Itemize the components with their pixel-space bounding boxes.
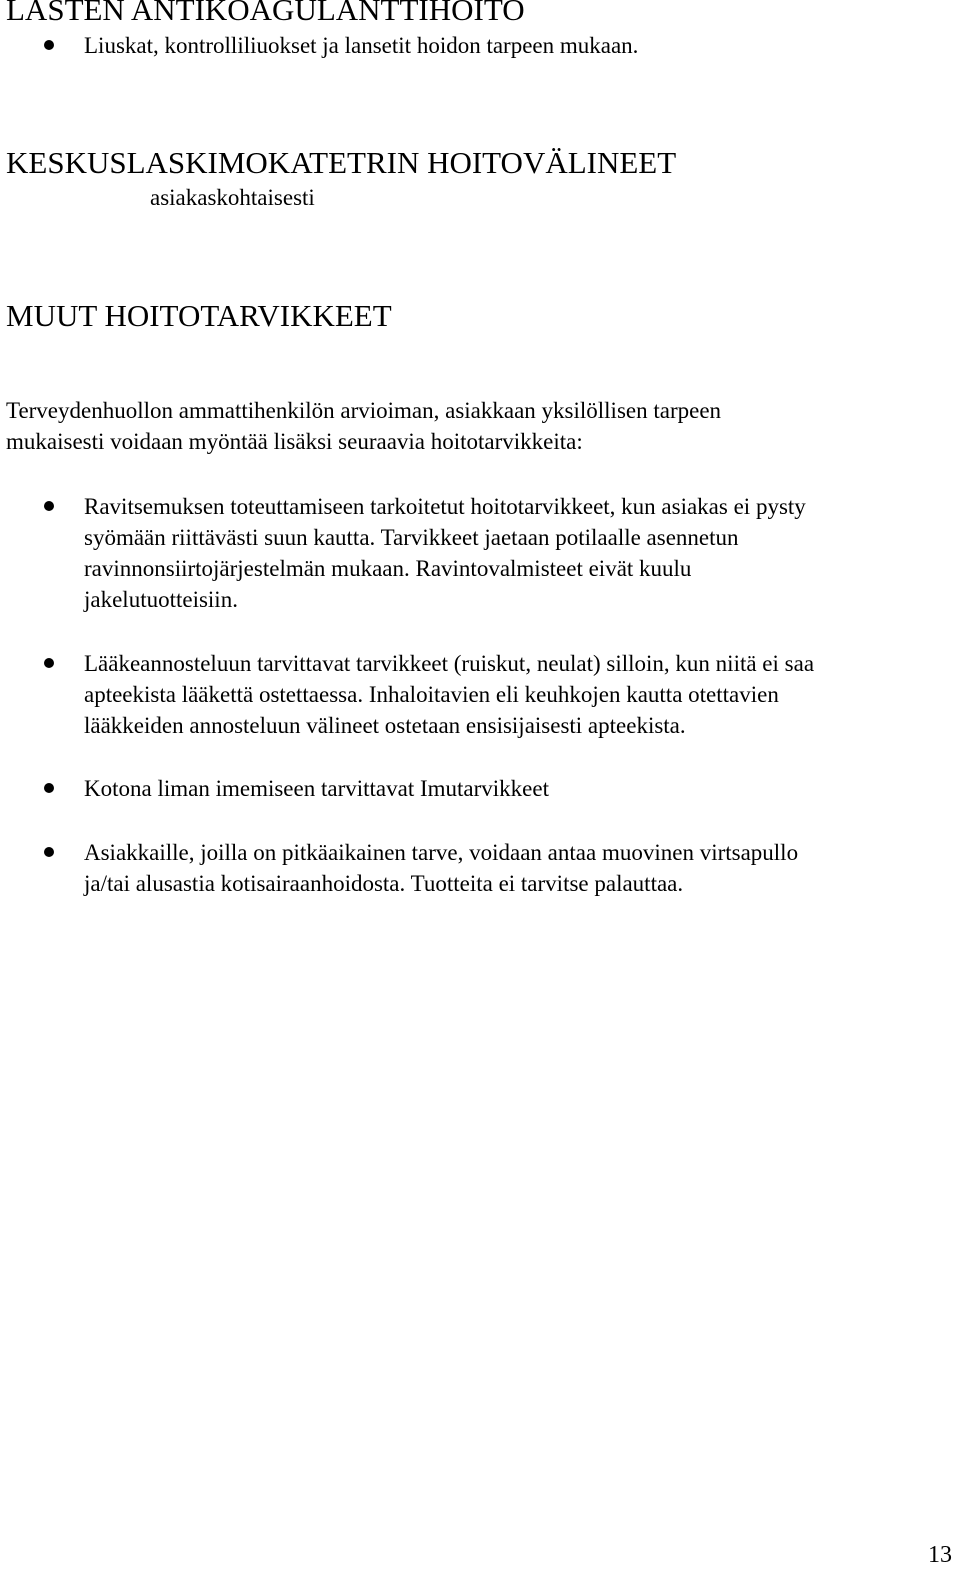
section-subtext: asiakaskohtaisesti bbox=[150, 185, 315, 210]
list-item-text: syömään riittävästi suun kautta. Tarvikkeet jaetaan potilaalle asennetun bbox=[84, 525, 739, 550]
supplies-list-item-1-block bbox=[0, 491, 960, 615]
list-item bbox=[0, 30, 960, 61]
list-item-text: Liuskat, kontrolliliuokset ja lansetit hoidon tarpeen mukaan. bbox=[84, 33, 639, 58]
section-anticoagulation-list bbox=[0, 30, 960, 61]
list-item bbox=[0, 837, 960, 899]
list-item-text: ravinnonsiirtojärjestelmän mukaan. Ravintovalmisteet eivät kuulu bbox=[84, 556, 692, 581]
list-item bbox=[0, 648, 960, 741]
list-item-text: jakelutuotteisiin. bbox=[84, 587, 238, 612]
page-number: 13 bbox=[928, 1542, 952, 1568]
list-item-text: lääkkeiden annosteluun välineet ostetaan ensisijaisesti apteekista. bbox=[84, 713, 686, 738]
section-heading: MUUT HOITOTARVIKKEET bbox=[6, 298, 392, 333]
paragraph-line: mukaisesti voidaan myöntää lisäksi seuraavia hoitotarvikkeita: bbox=[6, 429, 583, 454]
section-heading: KESKUSLASKIMOKATETRIN HOITOVÄLINEET bbox=[6, 145, 677, 180]
list-item-text: Asiakkaille, joilla on pitkäaikainen tarve, voidaan antaa muovinen virtsapullo bbox=[84, 840, 799, 865]
bullet-list bbox=[0, 30, 960, 61]
section-other-supplies bbox=[0, 298, 960, 334]
supplies-list-item-4-block bbox=[0, 837, 960, 899]
bullet-icon bbox=[44, 847, 54, 857]
list-item-text: ja/tai alusastia kotisairaanhoidosta. Tuotteita ei tarvitse palauttaa. bbox=[84, 871, 684, 896]
section-anticoagulation bbox=[0, 0, 960, 28]
bullet-list bbox=[0, 491, 960, 615]
list-item-text: Lääkeannosteluun tarvittavat tarvikkeet (ruiskut, neulat) silloin, kun niitä ei saa bbox=[84, 651, 815, 676]
list-item-text: Kotona liman imemiseen tarvittavat Imutarvikkeet bbox=[84, 776, 549, 801]
bullet-list bbox=[0, 837, 960, 899]
bullet-icon bbox=[44, 658, 54, 668]
bullet-list bbox=[0, 773, 960, 804]
intro-paragraph bbox=[0, 395, 906, 457]
list-item-text: apteekista lääkettä ostettaessa. Inhaloitavien eli keuhkojen kautta otettavien bbox=[84, 682, 779, 707]
bullet-list bbox=[0, 648, 960, 741]
section-heading: LASTEN ANTIKOAGULANTTIHOITO bbox=[6, 0, 525, 27]
list-item bbox=[0, 773, 960, 804]
supplies-list-item-3-block bbox=[0, 773, 960, 804]
bullet-icon bbox=[44, 501, 54, 511]
section-catheter bbox=[0, 145, 960, 213]
bullet-icon bbox=[44, 783, 54, 793]
bullet-icon bbox=[44, 40, 54, 50]
paragraph-line: Terveydenhuollon ammattihenkilön arvioiman, asiakkaan yksilöllisen tarpeen bbox=[6, 398, 722, 423]
list-item-text: Ravitsemuksen toteuttamiseen tarkoitetut hoitotarvikkeet, kun asiakas ei pysty bbox=[84, 494, 806, 519]
supplies-list-item-2-block bbox=[0, 648, 960, 741]
list-item bbox=[0, 491, 960, 615]
